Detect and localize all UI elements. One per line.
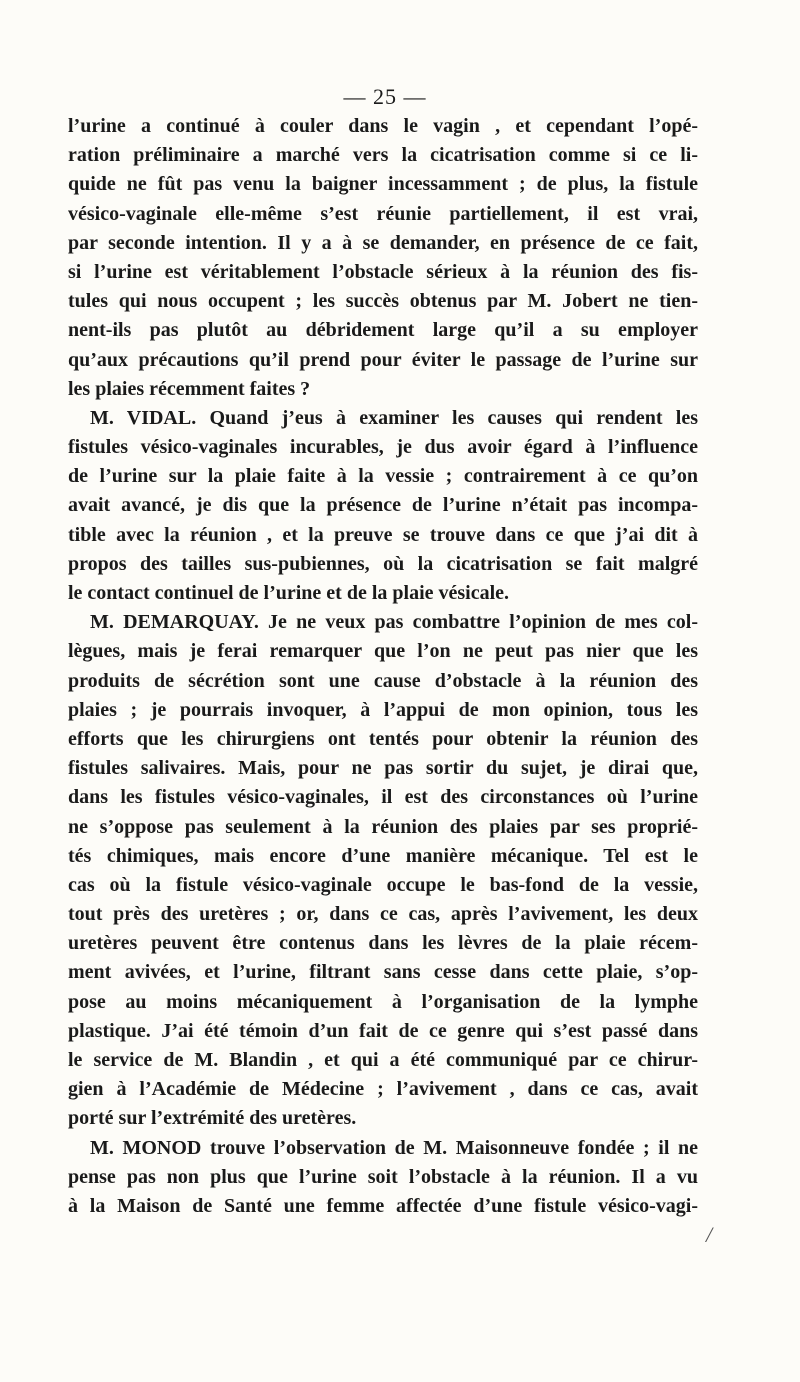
text-line: M. MONOD trouve l’observation de M. Maisonneuve fondée ; il ne <box>90 1136 698 1159</box>
text-line: le service de M. Blandin , et qui a été communiqué par ce chirur- <box>68 1049 698 1071</box>
margin-mark: / <box>706 1222 713 1247</box>
text-line: produits de sécrétion sont une cause d’obstacle à la réunion des <box>68 669 698 692</box>
text-line: tules qui nous occupent ; les succès obtenus par M. Jobert ne tien- <box>68 290 698 313</box>
text-line: plaies ; je pourrais invoquer, à l’appui de mon opinion, tous les <box>68 698 698 721</box>
text-line: pense pas non plus que l’urine soit l’obstacle à la réunion. Il a vu <box>68 1165 698 1188</box>
text-line: dans les fistules vésico-vaginales, il est des circonstances où l’urine <box>68 786 698 809</box>
text-line: tout près des uretères ; or, dans ce cas, après l’avivement, les deux <box>68 903 698 926</box>
text-line: tible avec la réunion , et la preuve se trouve dans ce que j’ai dit à <box>68 523 698 546</box>
page-number: — 25 — <box>343 84 427 109</box>
text-line: gien à l’Académie de Médecine ; l’avivement , dans ce cas, avait <box>68 1078 698 1101</box>
text-line: porté sur l’extrémité des uretères. <box>68 1107 357 1130</box>
text-line: lègues, mais je ferai remarquer que l’on ne peut pas nier que les <box>68 640 698 663</box>
text-line: ration préliminaire a marché vers la cicatrisation comme si ce li- <box>68 144 698 167</box>
text-line: vésico-vaginale elle-même s’est réunie partiellement, il est vrai, <box>68 202 698 225</box>
text-line: à la Maison de Santé une femme affectée d’une fistule vésico-vagi- <box>68 1194 698 1217</box>
text-line: qu’aux précautions qu’il prend pour éviter le passage de l’urine sur <box>68 348 698 371</box>
text-line: M. DEMARQUAY. Je ne veux pas combattre l’opinion de mes col- <box>90 611 698 634</box>
text-line: ne s’oppose pas seulement à la réunion des plaies par ses proprié- <box>68 815 698 838</box>
text-line: les plaies récemment faites ? <box>68 377 311 400</box>
text-line: si l’urine est véritablement l’obstacle sérieux à la réunion des fis- <box>68 260 698 283</box>
text-line: par seconde intention. Il y a à se demander, en présence de ce fait, <box>68 231 698 254</box>
text-line: plastique. J’ai été témoin d’un fait de ce genre qui s’est passé dans <box>68 1019 698 1042</box>
text-line: nent-ils pas plutôt au débridement large qu’il a su employer <box>68 319 698 342</box>
text-line: l’urine a continué à couler dans le vagin , et cependant l’opé- <box>68 115 698 137</box>
text-line: de l’urine sur la plaie faite à la vessie ; contrairement à ce qu’on <box>68 465 698 488</box>
text-line: tés chimiques, mais encore d’une manière mécanique. Tel est le <box>68 844 698 867</box>
text-line: uretères peuvent être contenus dans les lèvres de la plaie récem- <box>68 932 698 955</box>
text-line: le contact continuel de l’urine et de la plaie vésicale. <box>68 582 510 604</box>
text-line: cas où la fistule vésico-vaginale occupe le bas-fond de la vessie, <box>68 873 698 896</box>
text-line: ment avivées, et l’urine, filtrant sans cesse dans cette plaie, s’op- <box>68 961 698 984</box>
text-line: propos des tailles sus-pubiennes, où la cicatrisation se fait malgré <box>68 552 698 575</box>
text-line: M. VIDAL. Quand j’eus à examiner les causes qui rendent les <box>90 406 698 429</box>
text-line: pose au moins mécaniquement à l’organisation de la lymphe <box>68 990 698 1013</box>
text-line: efforts que les chirurgiens ont tentés pour obtenir la réunion des <box>68 727 698 750</box>
text-line: fistules salivaires. Mais, pour ne pas sortir du sujet, je dirai que, <box>68 757 698 780</box>
body-text <box>68 112 698 1221</box>
text-line: fistules vésico-vaginales incurables, je dus avoir égard à l’influence <box>68 436 698 459</box>
text-line: quide ne fût pas venu la baigner incessamment ; de plus, la fistule <box>68 173 698 196</box>
text-line: avait avancé, je dis que la présence de l’urine n’était pas incompa- <box>68 494 698 517</box>
